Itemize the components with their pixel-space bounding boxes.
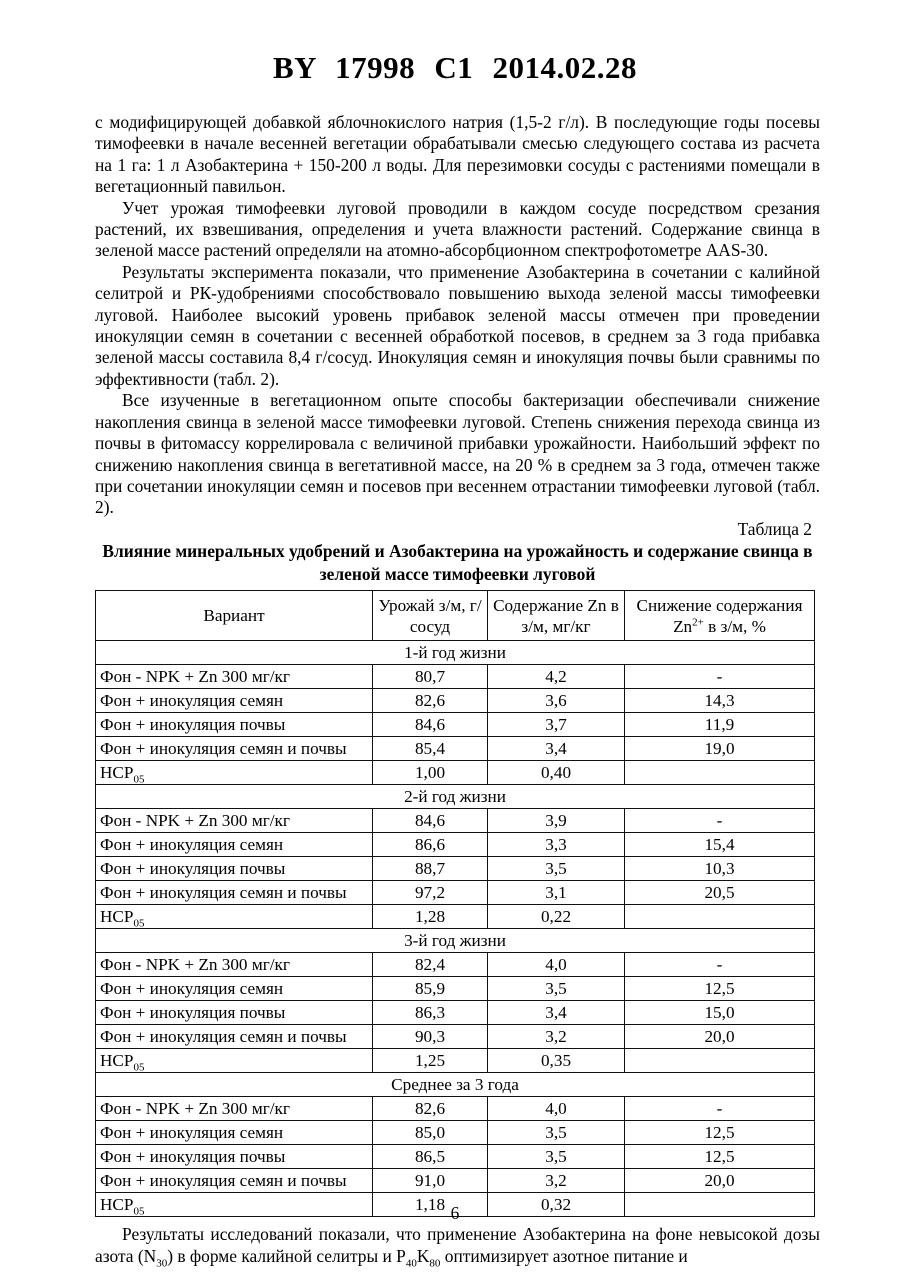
zn-cell: 4,2 <box>488 665 625 689</box>
section-title: Среднее за 3 года <box>96 1073 815 1097</box>
table-row <box>96 1121 815 1145</box>
section-title: 3-й год жизни <box>96 929 815 953</box>
zn-reduction-label: Снижение содержания Zn <box>636 595 803 636</box>
page-number: 6 <box>450 1203 460 1223</box>
variant-label: Фон + инокуляция семян <box>100 979 284 999</box>
table-row <box>96 881 815 905</box>
column-header-zn-content: Содержание Zn в з/м, мг/кг <box>488 591 625 641</box>
paragraph-intro: с модифицирующей добавкой яблочнокислого натрия (1,5-2 г/л). В последующие годы посевы тимофеевки в начале весенней вегетации обрабатывали смесью следующего состава из расчета на 1 га: 1 л Азобактерина + 150-200 л воды. Для перезимовки сосуды с растениями помещали в вегетационный павильон. <box>95 112 820 197</box>
table-header-row <box>96 591 815 641</box>
variant-label: Фон + инокуляция семян <box>100 1123 284 1143</box>
variant-label: Фон - NPK + Zn 300 мг/кг <box>100 667 290 687</box>
harvest-cell: 84,6 <box>373 713 488 737</box>
paragraph-methods: Учет урожая тимофеевки луговой проводили в каждом сосуде посредством срезания растений, их взвешивания, определения и учета влажности растений. Содержание свинца в зеленой массе растений определяли на атомно-абсорбционном спектрофотометре AAS-30. <box>95 197 820 261</box>
reduction-cell: - <box>625 665 815 689</box>
variant-cell <box>96 905 373 929</box>
variant-label: Фон + инокуляция почвы <box>100 715 286 735</box>
table-row <box>96 809 815 833</box>
variant-label: Фон - NPK + Zn 300 мг/кг <box>100 955 290 975</box>
variant-cell <box>96 1121 373 1145</box>
reduction-cell: 12,5 <box>625 977 815 1001</box>
zn-cell: 3,4 <box>488 1001 625 1025</box>
table-row <box>96 1169 815 1193</box>
zn-cell: 3,5 <box>488 1145 625 1169</box>
reduction-cell: 12,5 <box>625 1121 815 1145</box>
zn-cell: 4,0 <box>488 953 625 977</box>
reduction-cell: 20,0 <box>625 1025 815 1049</box>
conclusion-text: Результаты исследований показали, что применение Азобактерина на фоне невысокой дозы азота (N <box>95 1224 820 1266</box>
zn-reduction-units: в з/м, % <box>703 616 766 636</box>
variant-cell <box>96 809 373 833</box>
harvest-cell: 97,2 <box>373 881 488 905</box>
conclusion-text: оптимизирует азотное питание и <box>440 1245 688 1266</box>
zn-reduction-superscript: 2+ <box>692 615 704 628</box>
zn-cell: 0,35 <box>488 1049 625 1073</box>
zn-cell: 3,5 <box>488 857 625 881</box>
variant-subscript: 05 <box>133 1061 145 1074</box>
reduction-cell: 19,0 <box>625 737 815 761</box>
harvest-cell: 80,7 <box>373 665 488 689</box>
variant-subscript: 05 <box>133 1205 145 1218</box>
section-header-row <box>96 929 815 953</box>
variant-cell <box>96 953 373 977</box>
variant-label: НСР <box>100 763 134 783</box>
variant-cell <box>96 689 373 713</box>
zn-cell: 3,4 <box>488 737 625 761</box>
p-dose-subscript: 40 <box>405 1257 417 1269</box>
harvest-cell: 85,9 <box>373 977 488 1001</box>
section-header-row <box>96 1073 815 1097</box>
harvest-cell: 88,7 <box>373 857 488 881</box>
table-row <box>96 1097 815 1121</box>
table-row <box>96 905 815 929</box>
zn-cell: 3,7 <box>488 713 625 737</box>
paragraph-results: Результаты эксперимента показали, что применение Азобактерина в сочетании с калийной селитрой и РК-удобрениями способствовало повышению выхода зеленой массы тимофеевки луговой. Наиболее высокий уровень прибавок зеленой массы отмечен при проведении инокуляции семян в сочетании с весенней обработкой посевов, в среднем за 3 года прибавка зеленой массы составила 8,4 г/сосуд. Инокуляция семян и инокуляция почвы были сравнимы по эффективности (табл. 2). <box>95 261 820 389</box>
reduction-cell <box>625 905 815 929</box>
variant-cell <box>96 665 373 689</box>
table-row <box>96 761 815 785</box>
variant-cell <box>96 737 373 761</box>
zn-cell: 3,2 <box>488 1169 625 1193</box>
table-row <box>96 953 815 977</box>
table-row <box>96 665 815 689</box>
section-header-row <box>96 641 815 665</box>
zn-cell: 3,1 <box>488 881 625 905</box>
variant-cell <box>96 1169 373 1193</box>
variant-cell <box>96 881 373 905</box>
reduction-cell: 14,3 <box>625 689 815 713</box>
harvest-cell: 86,5 <box>373 1145 488 1169</box>
reduction-cell: 20,5 <box>625 881 815 905</box>
variant-label: НСР <box>100 907 134 927</box>
table-caption-label: Таблица 2 <box>737 518 812 539</box>
variant-cell <box>96 977 373 1001</box>
harvest-cell: 86,6 <box>373 833 488 857</box>
page-header-title: BY 17998 C1 2014.02.28 <box>272 50 638 85</box>
variant-cell <box>96 1049 373 1073</box>
variant-label: Фон + инокуляция почвы <box>100 1147 286 1167</box>
harvest-cell: 85,0 <box>373 1121 488 1145</box>
table-row <box>96 977 815 1001</box>
k-dose-subscript: 80 <box>429 1257 441 1269</box>
results-table <box>95 590 815 1217</box>
variant-label: Фон + инокуляция семян и почвы <box>100 1027 347 1047</box>
zn-cell: 3,2 <box>488 1025 625 1049</box>
variant-cell <box>96 833 373 857</box>
table-title: Влияние минеральных удобрений и Азобактерина на урожайность и содержание свинца в зеленой массе тимофеевки луговой <box>102 541 813 584</box>
variant-cell <box>96 1025 373 1049</box>
conclusion-text: K <box>416 1245 430 1266</box>
harvest-cell: 82,6 <box>373 1097 488 1121</box>
variant-cell <box>96 1097 373 1121</box>
variant-label: Фон + инокуляция почвы <box>100 1003 286 1023</box>
variant-label: Фон + инокуляция семян и почвы <box>100 1171 347 1191</box>
reduction-cell: 12,5 <box>625 1145 815 1169</box>
harvest-cell: 84,6 <box>373 809 488 833</box>
table-row <box>96 833 815 857</box>
harvest-cell: 86,3 <box>373 1001 488 1025</box>
zn-cell: 0,32 <box>488 1193 625 1217</box>
variant-subscript: 05 <box>133 773 145 786</box>
reduction-cell: 15,0 <box>625 1001 815 1025</box>
table-row <box>96 713 815 737</box>
reduction-cell: 15,4 <box>625 833 815 857</box>
variant-label: Фон + инокуляция семян и почвы <box>100 883 347 903</box>
harvest-cell: 82,4 <box>373 953 488 977</box>
variant-cell <box>96 1145 373 1169</box>
column-header-variant: Вариант <box>96 591 373 641</box>
variant-label: Фон - NPK + Zn 300 мг/кг <box>100 811 290 831</box>
harvest-cell: 1,25 <box>373 1049 488 1073</box>
table-row <box>96 689 815 713</box>
harvest-cell: 82,6 <box>373 689 488 713</box>
reduction-cell: 20,0 <box>625 1169 815 1193</box>
reduction-cell: 11,9 <box>625 713 815 737</box>
variant-cell <box>96 857 373 881</box>
variant-subscript: 05 <box>133 917 145 930</box>
column-header-zn-reduction <box>625 591 815 641</box>
harvest-cell: 90,3 <box>373 1025 488 1049</box>
section-header-row <box>96 785 815 809</box>
harvest-cell: 91,0 <box>373 1169 488 1193</box>
zn-cell: 0,40 <box>488 761 625 785</box>
zn-cell: 3,3 <box>488 833 625 857</box>
column-header-harvest: Урожай з/м, г/сосуд <box>373 591 488 641</box>
table-row <box>96 737 815 761</box>
table-row <box>96 1049 815 1073</box>
reduction-cell <box>625 761 815 785</box>
harvest-cell: 85,4 <box>373 737 488 761</box>
reduction-cell: - <box>625 1097 815 1121</box>
table-row <box>96 1145 815 1169</box>
document-body <box>95 100 820 1267</box>
reduction-cell: - <box>625 953 815 977</box>
variant-label: Фон + инокуляция семян <box>100 835 284 855</box>
zn-cell: 3,5 <box>488 977 625 1001</box>
zn-cell: 4,0 <box>488 1097 625 1121</box>
harvest-cell: 1,18 <box>373 1193 488 1217</box>
section-title: 2-й год жизни <box>96 785 815 809</box>
paragraph-lead-reduction: Все изученные в вегетационном опыте способы бактеризации обеспечивали снижение накопления свинца в зеленой массе тимофеевки луговой. Степень снижения перехода свинца из почвы в фитомассу коррелировала с величиной прибавки урожайности. Наибольший эффект по снижению накопления свинца в вегетативной массе, на 20 % в среднем за 3 года, отмечен также при сочетании инокуляции семян и посевов при весеннем отрастании тимофеевки луговой (табл. 2). <box>95 390 820 518</box>
n-dose-subscript: 30 <box>156 1257 168 1269</box>
zn-cell: 3,9 <box>488 809 625 833</box>
reduction-cell <box>625 1049 815 1073</box>
table-row <box>96 1001 815 1025</box>
variant-label: НСР <box>100 1195 134 1215</box>
reduction-cell: - <box>625 809 815 833</box>
variant-label: Фон + инокуляция семян <box>100 691 284 711</box>
variant-cell <box>96 1001 373 1025</box>
harvest-cell: 1,00 <box>373 761 488 785</box>
variant-cell <box>96 761 373 785</box>
zn-cell: 3,6 <box>488 689 625 713</box>
paragraph-conclusion <box>95 1224 820 1267</box>
table-row <box>96 857 815 881</box>
variant-label: НСР <box>100 1051 134 1071</box>
zn-cell: 3,5 <box>488 1121 625 1145</box>
table-row <box>96 1025 815 1049</box>
conclusion-text: ) в форме калийной селитры и P <box>167 1245 406 1266</box>
variant-label: Фон + инокуляция семян и почвы <box>100 739 347 759</box>
variant-label: Фон + инокуляция почвы <box>100 859 286 879</box>
zn-cell: 0,22 <box>488 905 625 929</box>
harvest-cell: 1,28 <box>373 905 488 929</box>
reduction-cell: 10,3 <box>625 857 815 881</box>
variant-cell <box>96 713 373 737</box>
variant-label: Фон - NPK + Zn 300 мг/кг <box>100 1099 290 1119</box>
section-title: 1-й год жизни <box>96 641 815 665</box>
